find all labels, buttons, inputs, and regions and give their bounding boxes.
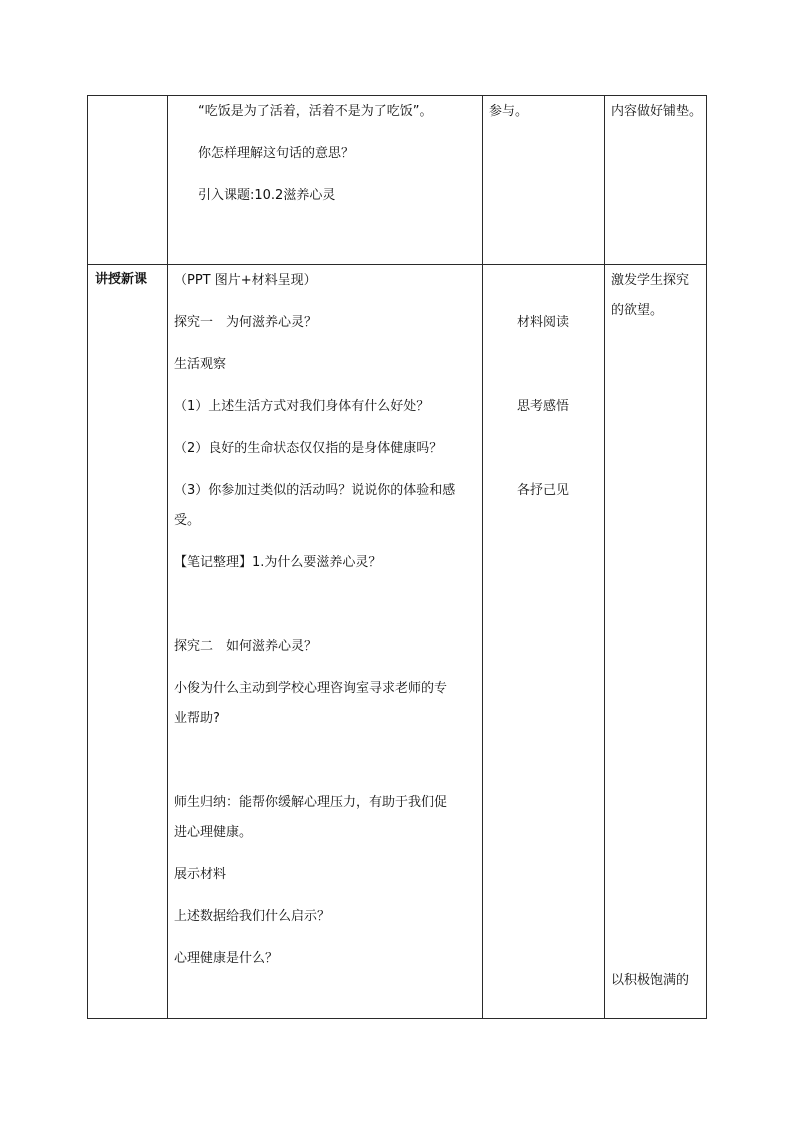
- design-intent: 的欲望。: [611, 303, 664, 318]
- intro-topic: 引入课题:10.2滋养心灵: [198, 188, 336, 203]
- intro-question: 你怎样理解这句话的意思？: [198, 146, 355, 161]
- content-line: 师生归纳：能帮你缓解心理压力，有助于我们促: [174, 795, 448, 810]
- table-col-divider-1: [167, 95, 168, 1019]
- content-line: 探究二 如何滋养心灵？: [174, 639, 318, 654]
- content-line: 进心理健康。: [174, 825, 253, 840]
- table-bottom-border: [87, 1018, 707, 1019]
- row1-design-intent: 内容做好铺垫。: [611, 104, 703, 119]
- content-line: （PPT 图片+材料呈现）: [174, 273, 317, 288]
- table-right-border: [706, 95, 707, 1019]
- intro-quote: “吃饭是为了活着，活着不是为了吃饭”。: [198, 104, 433, 119]
- table-left-border: [87, 95, 88, 1019]
- content-line: 受。: [174, 513, 201, 528]
- content-line: 小俊为什么主动到学校心理咨询室寻求老师的专: [174, 681, 448, 696]
- content-line: 上述数据给我们什么启示？: [174, 909, 331, 924]
- student-activity: 思考感悟: [517, 399, 570, 414]
- content-line: （3）你参加过类似的活动吗？说说你的体验和感: [174, 483, 456, 498]
- design-intent: 以积极饱满的: [611, 973, 690, 988]
- table-col-divider-2: [482, 95, 483, 1019]
- content-line: 心理健康是什么？: [174, 951, 279, 966]
- student-activity: 各抒己见: [517, 483, 570, 498]
- content-line: （2）良好的生命状态仅仅指的是身体健康吗？: [174, 441, 443, 456]
- content-line: 业帮助?: [174, 711, 220, 726]
- table-row-divider: [87, 264, 707, 265]
- content-line: （1）上述生活方式对我们身体有什么好处？: [174, 399, 430, 414]
- section-label: 讲授新课: [95, 272, 148, 287]
- content-line: 生活观察: [174, 357, 227, 372]
- design-intent: 激发学生探究: [611, 273, 690, 288]
- row1-student-activity: 参与。: [489, 104, 529, 119]
- table-top-border: [87, 95, 707, 96]
- content-line: 【笔记整理】1.为什么要滋养心灵？: [174, 555, 382, 570]
- table-col-divider-3: [604, 95, 605, 1019]
- student-activity: 材料阅读: [517, 315, 570, 330]
- content-line: 探究一 为何滋养心灵？: [174, 315, 318, 330]
- content-line: 展示材料: [174, 867, 227, 882]
